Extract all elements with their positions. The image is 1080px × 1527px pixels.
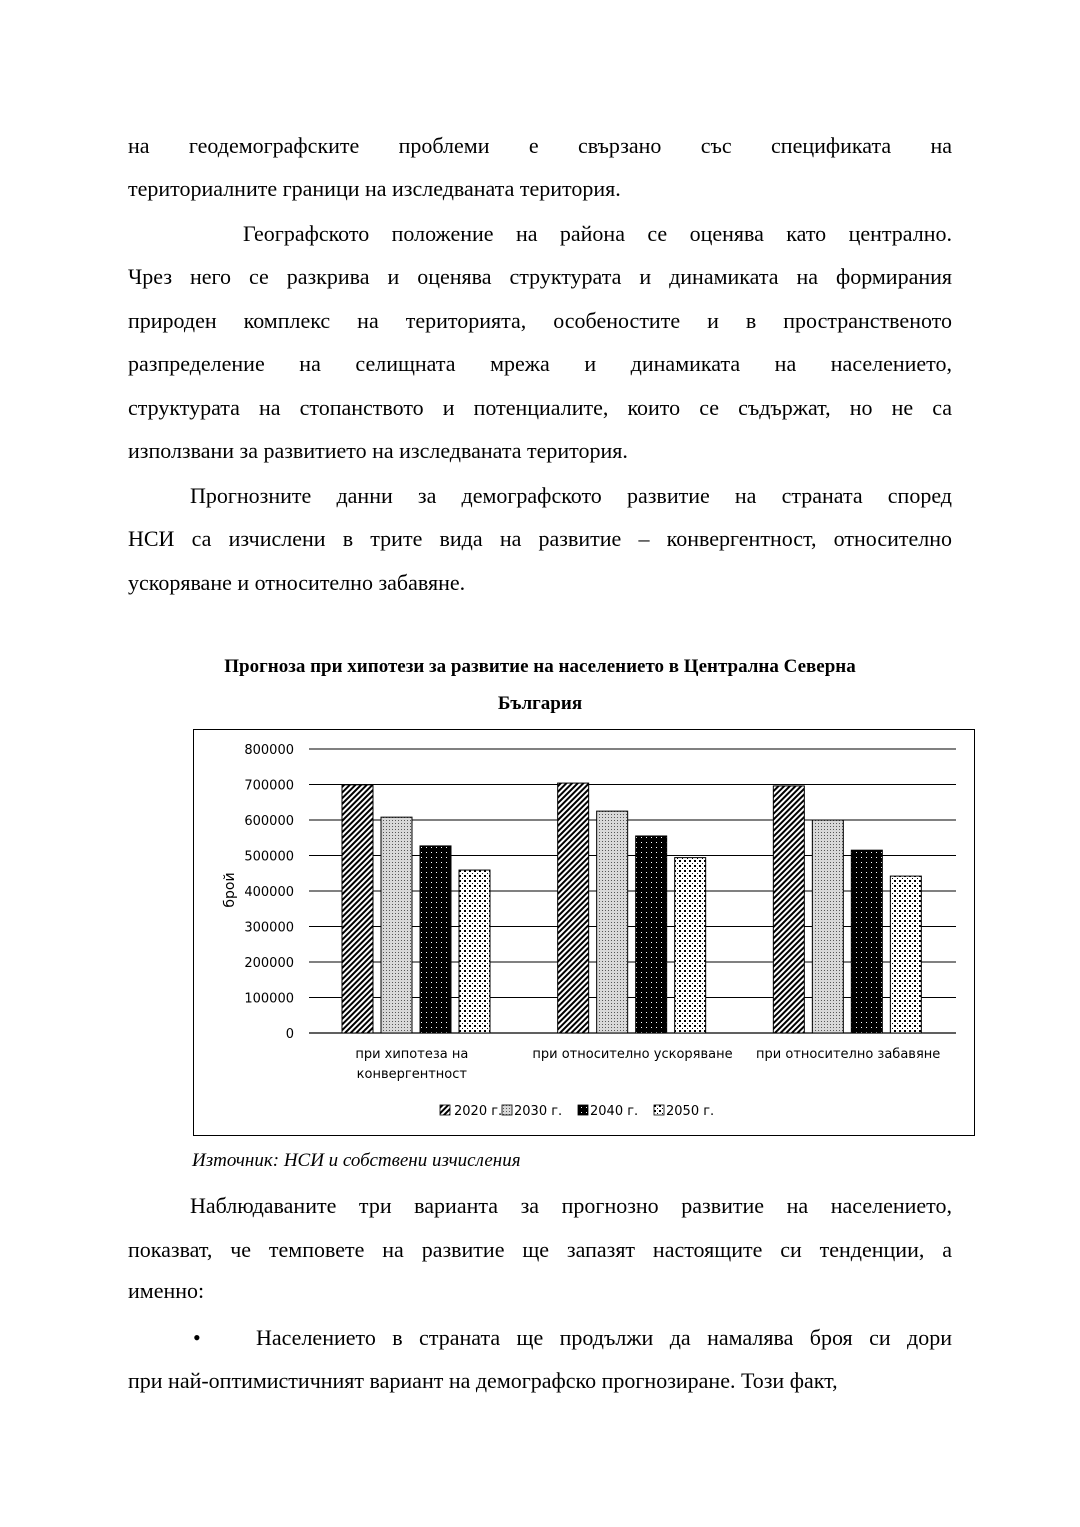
paragraph-4-line: Наблюдаваните три варианта за прогнозно развитие на населението, [190, 1193, 952, 1218]
bar-2020-cat1 [342, 785, 373, 1033]
y-axis-label: брой [222, 872, 238, 908]
x-category-label: при хипотеза на [355, 1047, 469, 1062]
paragraph-2-line: природен комплекс на територията, особеностите и в пространственото [128, 308, 952, 333]
y-tick-label: 200000 [244, 956, 294, 971]
paragraph-3-line: НСИ са изчислени в трите вида на развитие – конвергентност, относително [128, 526, 952, 551]
y-tick-label: 800000 [244, 743, 294, 758]
bar-2040-cat3 [851, 850, 882, 1033]
paragraph-3-line: Прогнозните данни за демографското развитие на страната според [190, 483, 952, 508]
bar-2050-cat1 [459, 870, 490, 1033]
legend-swatch-black-dots-icon [578, 1105, 588, 1115]
bar-2030-cat1 [381, 817, 412, 1033]
x-category-label: при относително ускоряване [532, 1047, 733, 1062]
bar-2040-cat1 [420, 846, 451, 1033]
legend-swatch-white-dots-icon [654, 1105, 664, 1115]
bar-2050-cat2 [675, 858, 706, 1033]
bullet-icon: • [193, 1325, 201, 1350]
x-category-label: конвергентност [356, 1067, 467, 1082]
paragraph-4-line: именно: [128, 1278, 205, 1303]
legend-label: 2030 г. [514, 1104, 563, 1119]
legend-swatch-diagonal-icon [440, 1105, 450, 1115]
bar-chart [193, 729, 975, 1136]
y-tick-label: 0 [285, 1027, 294, 1042]
paragraph-5-line: Населението в страната ще продължи да намалява броя си дори [256, 1325, 952, 1350]
bar-2020-cat3 [773, 786, 804, 1033]
legend-label: 2020 г. [454, 1104, 503, 1119]
legend-label: 2050 г. [666, 1104, 715, 1119]
paragraph-5-line: при най-оптимистичният вариант на демографско прогнозиране. Този факт, [128, 1368, 838, 1393]
legend-label: 2040 г. [590, 1104, 639, 1119]
paragraph-2-line: използвани за развитието на изследваната територия. [128, 438, 628, 463]
paragraph-2-line: разпределение на селищната мрежа и динамиката на населението, [128, 351, 952, 376]
y-tick-label: 700000 [244, 778, 294, 794]
y-tick-label: 100000 [244, 991, 294, 1007]
bar-2030-cat2 [597, 811, 628, 1033]
paragraph-1-line: териториалните граници на изследваната територия. [128, 176, 621, 201]
legend-swatch-grey-dots-icon [502, 1105, 512, 1115]
bar-2050-cat3 [890, 876, 921, 1033]
x-category-label: при относително забавяне [756, 1047, 941, 1062]
paragraph-4-line: показват, че темповете на развитие ще запазят настоящите си тенденции, а [128, 1237, 952, 1262]
paragraph-2-line: структурата на стопанството и потенциалите, които се съдържат, но не са [128, 395, 952, 420]
figure-title-line-1: Прогноза при хипотези за развитие на населението в Централна Северна [224, 656, 856, 677]
paragraph-3-line: ускоряване и относително забавяне. [128, 570, 466, 595]
y-tick-label: 600000 [244, 814, 294, 829]
paragraph-2-line: Чрез него се разкрива и оценява структурата и динамиката на формирания [128, 264, 952, 289]
figure-source: Източник: НСИ и собствени изчисления [192, 1150, 521, 1171]
paragraph-1-line: на геодемографските проблеми е свързано със спецификата на [128, 133, 952, 158]
y-tick-label: 400000 [244, 885, 294, 900]
y-tick-label: 300000 [244, 920, 294, 936]
bar-2020-cat2 [558, 783, 589, 1033]
figure-title-line-2: България [497, 693, 583, 714]
bar-2030-cat3 [812, 820, 843, 1033]
bar-2040-cat2 [636, 836, 667, 1033]
paragraph-2-line: Географското положение на района се оценява като централно. [243, 221, 952, 246]
y-tick-label: 500000 [244, 849, 294, 865]
